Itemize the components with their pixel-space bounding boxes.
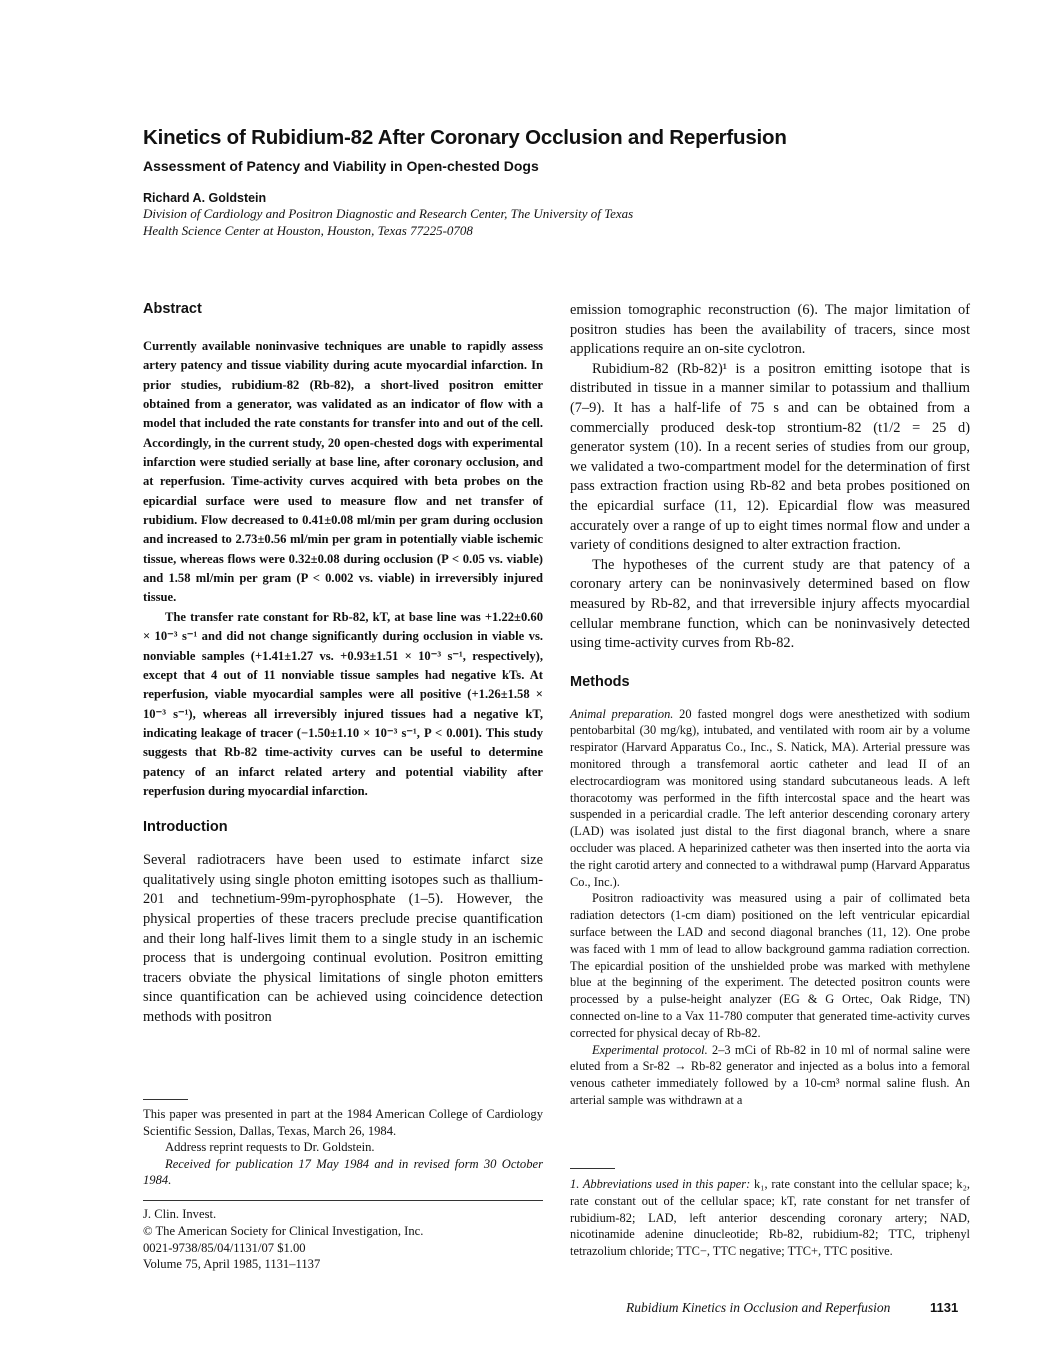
author-name: Richard A. Goldstein [143, 191, 267, 205]
introduction-paragraph-1: Several radiotracers have been used to estimate infarct size qualitatively using single photon emitting isotopes such as thallium-201 and technetium-99m-pyrophosphate (1–5). However, the physical properties of these tracers preclude precise quantification and their long half-lives limit them to a single study in an ischemic process that is undergoing continual evolution. Positron emitting tracers obviate the physical limitations of single photon emitters since quantification can be achieved using coincidence detection methods with positron [143, 852, 543, 1025]
introduction-paragraph-1-continued: emission tomographic reconstruction (6). The major limitation of positron studies has been the availability of tracers, since most applications require an on-site cyclotron. [570, 302, 970, 358]
affiliation-line-1: Division of Cardiology and Positron Diagnostic and Research Center, The University of Texas [143, 206, 634, 221]
affiliation-line-2: Health Science Center at Houston, Houston, Texas 77225-0708 [143, 223, 473, 238]
article-title: Kinetics of Rubidium-82 After Coronary Occlusion and Reperfusion [143, 126, 787, 149]
journal-info [143, 1206, 543, 1273]
footnote-divider [143, 1099, 188, 1100]
abbreviations-divider [570, 1168, 615, 1169]
journal-issn: 0021-9738/85/04/1131/07 $1.00 [143, 1240, 306, 1255]
abbreviations-footnote [570, 1176, 970, 1260]
article-subtitle: Assessment of Patency and Viability in Open-chested Dogs [143, 158, 539, 174]
abstract-heading: Abstract [143, 301, 202, 317]
footnote-presented: This paper was presented in part at the 1984 American College of Cardiology Scientific Session, Dallas, Texas, March 26, 1984. [143, 1107, 543, 1138]
methods-heading: Methods [570, 673, 630, 690]
journal-volume: Volume 75, April 1985, 1131–1137 [143, 1257, 321, 1272]
abbreviations-label: 1. Abbreviations used in this paper: [570, 1177, 751, 1191]
abbreviations-text: k₁, rate constant into the cellular space; k₂, rate constant out of the cellular space; kT, rate constant for net transfer of rubidium-82; LAD, left anterior descending coronary artery; NAD, nicotinamide adenine dinucleotide; Rb-82, rubidium-82; TTC, triphenyl tetrazolium chloride; TTC−, TTC negative; TTC+, TTC positive. [570, 1177, 970, 1259]
journal-name: J. Clin. Invest. [143, 1207, 217, 1221]
footnotes-left [143, 1106, 543, 1189]
experimental-protocol-label: Experimental protocol. [592, 1042, 708, 1057]
methods-paragraph-3 [570, 1042, 970, 1109]
methods-body [570, 706, 970, 1109]
methods-paragraph-1 [570, 706, 970, 891]
footnote-reprints: Address reprint requests to Dr. Goldstein. [165, 1140, 375, 1154]
running-head: Rubidium Kinetics in Occlusion and Reperfusion [626, 1300, 891, 1315]
introduction-paragraph-3: The hypotheses of the current study are that patency of a coronary artery can be noninvasively determined based on flow measured by Rb-82, and that irreversible injury affects myocardial cellular membrane function, which can be noninvasively detected using time-activity curves from Rb-82. [570, 556, 970, 652]
abstract-body [143, 337, 543, 801]
methods-paragraph-1-text: 20 fasted mongrel dogs were anesthetized with sodium pentobarbital (30 mg/kg), intubated, and ventilated with room air by a volume respirator (Harvard Apparatus Co., Inc., S. Natick, MA). Arterial pressure was monitored through a transfemoral aortic catheter and lead II of an electrocardiogram was monitored using standard subcutaneous leads. A left thoracotomy was performed in the fifth intercostal space and the heart was suspended in a pericardial cradle. The left anterior descending coronary artery (LAD) was isolated just distal to the first diagonal branch, where a snare occluder was placed. A heparinized catheter was then inserted into the aorta via the right carotid artery and connected to a withdrawal pump (Harvard Apparatus Co., Inc.). [570, 706, 971, 889]
abstract-paragraph-2: The transfer rate constant for Rb-82, kT, at base line was +1.22±0.60 × 10⁻³ s⁻¹ and did not change significantly during occlusion in viable vs. nonviable samples (+1.41±1.27 vs. +0.93±1.51 × 10⁻³ s⁻¹, respectively), except that 4 out of 11 nonviable tissue samples had negative kTs. At reperfusion, viable myocardial samples were all positive (+1.26±1.58 × 10⁻³ s⁻¹), whereas all irreversibly injured tissues had a negative kT, indicating leakage of tracer (−1.50±1.10 × 10⁻³ s⁻¹, P < 0.001). This study suggests that Rb-82 time-activity curves can be useful to determine patency of an infarct related artery and potential viability after reperfusion during myocardial infarction. [143, 609, 543, 798]
introduction-paragraph-2: Rubidium-82 (Rb-82)¹ is a positron emitting isotope that is distributed in tissue in a manner similar to potassium and thallium (7–9). It has a half-life of 75 s and can be obtained from a commercially produced desk-top strontium-82 (t1/2 = 25 d) generator system (10). In a recent series of studies from our group, we validated a two-compartment model for the determination of first pass extraction fraction using Rb-82 and beta probes positioned on the epicardial surface (11, 12). Epicardial flow was measured accurately over a range of up to eight times normal flow and under a variety of conditions designed to alter extraction fraction. [570, 360, 970, 554]
page-number: 1131 [930, 1300, 959, 1315]
journal-divider [143, 1200, 543, 1201]
footnote-received: Received for publication 17 May 1984 and in revised form 30 October 1984. [143, 1156, 543, 1187]
left-column [143, 301, 543, 1028]
journal-copyright: © The American Society for Clinical Investigation, Inc. [143, 1223, 424, 1238]
methods-paragraph-3-text: 2–3 mCi of Rb-82 in 10 ml of normal saline were eluted from a Sr-82 → Rb-82 generator and injected as a bolus into a femoral venous catheter immediately followed by a 10-cm³ normal saline flush. An arterial sample was withdrawn at a [570, 1042, 970, 1108]
animal-preparation-label: Animal preparation. [570, 706, 674, 721]
abstract-paragraph-1: Currently available noninvasive techniques are unable to rapidly assess artery patency and tissue viability during acute myocardial infarction. In prior studies, rubidium-82 (Rb-82), a short-lived positron emitter obtained from a generator, was validated as an indicator of flow with a model that included the rate constants for transfer into and out of the cell. Accordingly, in the current study, 20 open-chested dogs with experimental infarction were studied serially at base line, after coronary occlusion, and at reperfusion. Time-activity curves acquired with beta probes on the epicardial surface were used to measure flow and net transfer of rubidium. Flow decreased to 0.41±0.08 ml/min per gram during occlusion and increased to 2.73±0.56 ml/min per gram in potentially viable ischemic tissue, whereas flows were 0.32±0.08 during occlusion (P < 0.05 vs. viable) and 1.58 ml/min per gram (P < 0.002 vs. viable) in irreversibly injured tissue. [143, 339, 543, 605]
methods-paragraph-2: Positron radioactivity was measured using a pair of collimated beta radiation detectors (1-cm diam) positioned on the left ventricular epicardial surface between the LAD and second diagonal branches (11, 12). One probe was faced with 1 mm of lead to allow background gamma radiation correction. The epicardial position of the unshielded probe was marked with methylene blue at the beginning of the experiment. The detected positron counts were processed by a pulse-height analyzer (EG & G Ortec, Oak Ridge, TN) connected on-line to a Vax 11-780 computer that generated time-activity curves corrected for physical decay of Rb-82. [570, 891, 970, 1040]
right-column [570, 301, 970, 1109]
introduction-heading: Introduction [143, 819, 228, 836]
